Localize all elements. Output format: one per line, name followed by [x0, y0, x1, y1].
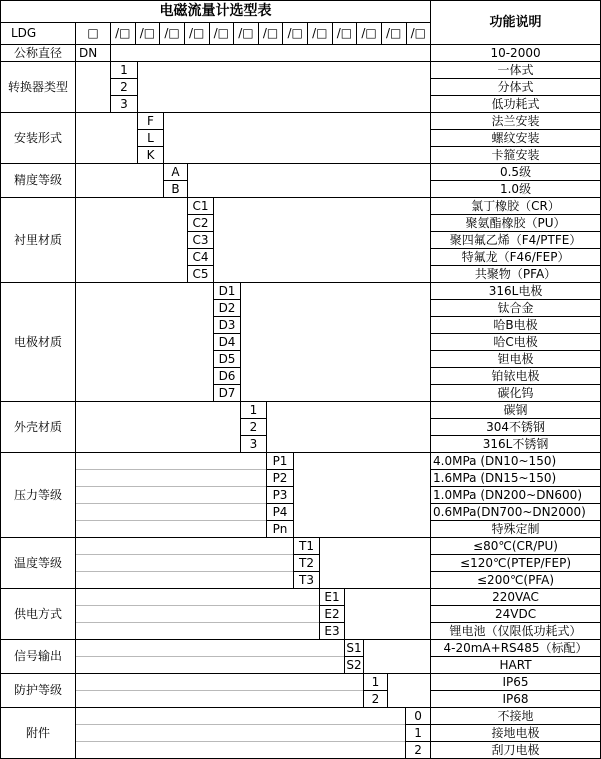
option-description: 氯丁橡胶（CR）: [431, 198, 601, 215]
option-description: HART: [431, 657, 601, 674]
gap-cell: [76, 402, 241, 453]
gap-cell: [76, 606, 320, 623]
gap-cell: [76, 164, 164, 198]
option-description: 4.0MPa (DN10~150): [431, 453, 601, 470]
option-description: 聚氨酯橡胶（PU）: [431, 215, 601, 232]
option-code: E2: [320, 606, 345, 623]
slash-selection-box: /□: [233, 23, 258, 44]
option-code: F: [138, 113, 164, 130]
table-title: 电磁流量计选型表: [159, 3, 272, 19]
category-cell: 信号输出: [1, 640, 76, 674]
option-description: 1.6MPa (DN15~150): [431, 470, 601, 487]
option-code: E3: [320, 623, 345, 640]
selection-boxes-row: [111, 23, 431, 45]
slash-selection-box: /□: [381, 23, 406, 44]
option-code: P2: [267, 470, 294, 487]
option-description: 刮刀电极: [431, 742, 601, 759]
slash-selection-box: /□: [307, 23, 332, 44]
gap-cell: [345, 589, 431, 640]
gap-cell: [241, 283, 431, 402]
option-code: 1: [406, 725, 431, 742]
gap-cell: [188, 164, 431, 198]
model-prefix: LDG: [1, 23, 76, 45]
category-cell: 衬里材质: [1, 198, 76, 283]
option-code: S2: [346, 657, 362, 672]
option-code: P3: [267, 487, 294, 504]
option-description: IP68: [431, 691, 601, 708]
gap-cell: [111, 45, 431, 62]
option-code: C5: [188, 266, 214, 283]
category-cell: 转换器类型: [1, 62, 76, 113]
gap-cell: [76, 708, 406, 725]
gap-cell: [76, 504, 267, 521]
gap-cell: [214, 198, 431, 283]
option-description: ≤80℃(CR/PU): [431, 538, 601, 555]
category-cell: 精度等级: [1, 164, 76, 198]
slash-selection-box: /□: [356, 23, 381, 44]
option-description: 220VAC: [431, 589, 601, 606]
option-code: 2: [111, 79, 138, 96]
option-description: 特氟龙（F46/FEP）: [431, 249, 601, 266]
option-code: S1: [346, 640, 362, 655]
gap-cell: [76, 657, 345, 674]
category-cell: 附件: [1, 708, 76, 759]
option-description: 1.0级: [431, 181, 601, 198]
option-code: 0: [406, 708, 431, 725]
option-description: IP65: [431, 674, 601, 691]
option-code: D1: [214, 283, 241, 300]
option-code: K: [138, 147, 164, 164]
option-description: 接地电极: [431, 725, 601, 742]
gap-cell: [76, 725, 406, 742]
option-code: B: [164, 181, 188, 198]
gap-cell: [76, 113, 138, 164]
slash-selection-box: /□: [258, 23, 283, 44]
option-description: 0.6MPa(DN700~DN2000): [431, 504, 601, 521]
gap-cell: [76, 470, 267, 487]
gap-cell: [76, 62, 111, 113]
gap-cell: [76, 198, 188, 283]
option-code: 2: [406, 742, 431, 759]
gap-cell: [76, 572, 294, 589]
gap-cell: [76, 623, 320, 640]
gap-cell: [76, 487, 267, 504]
option-code: 2: [364, 691, 388, 708]
option-code: 1: [241, 402, 267, 419]
option-code: 1: [111, 62, 138, 79]
option-description: ≤200℃(PFA): [431, 572, 601, 589]
option-description: 1.0MPa (DN200~DN600): [431, 487, 601, 504]
slash-boxes: [111, 23, 430, 44]
option-description: 螺纹安装: [431, 130, 601, 147]
option-description: 钽电极: [431, 351, 601, 368]
gap-cell: [76, 538, 294, 555]
option-code: L: [138, 130, 164, 147]
option-code: C3: [188, 232, 214, 249]
gap-cell: [364, 640, 431, 674]
option-code: C4: [188, 249, 214, 266]
gap-cell: [76, 640, 345, 657]
option-code: D7: [214, 385, 241, 402]
gap-cell: [76, 691, 364, 708]
option-description: 24VDC: [431, 606, 601, 623]
category-cell: 电极材质: [1, 283, 76, 402]
option-code: D3: [214, 317, 241, 334]
option-description: 特殊定制: [431, 521, 601, 538]
gap-cell: [76, 589, 320, 606]
option-code: P1: [267, 453, 294, 470]
option-code: E1: [320, 589, 345, 606]
option-description: 聚四氟乙烯（F4/PTFE）: [431, 232, 601, 249]
slash-selection-box: /□: [135, 23, 160, 44]
gap-cell: [76, 742, 406, 759]
gap-cell: [164, 113, 431, 164]
category-cell: 公称直径: [1, 45, 76, 62]
category-cell: 供电方式: [1, 589, 76, 640]
option-code: 2: [241, 419, 267, 436]
category-cell: 温度等级: [1, 538, 76, 589]
option-description: 低功耗式: [431, 96, 601, 113]
option-code: P4: [267, 504, 294, 521]
slash-selection-box: /□: [184, 23, 209, 44]
category-cell: 外壳材质: [1, 402, 76, 453]
option-description: 钛合金: [431, 300, 601, 317]
selection-box: □: [76, 23, 111, 45]
gap-cell: [76, 453, 267, 470]
slash-selection-box: /□: [115, 26, 131, 40]
option-description: 共聚物（PFA）: [431, 266, 601, 283]
option-description: 哈C电极: [431, 334, 601, 351]
gap-cell: [320, 538, 431, 589]
option-description: 0.5级: [431, 164, 601, 181]
option-description: 铂铱电极: [431, 368, 601, 385]
option-code: A: [164, 164, 188, 181]
gap-cell: [138, 62, 431, 113]
option-code: 3: [111, 96, 138, 113]
gap-cell: [76, 283, 214, 402]
option-description: 分体式: [431, 79, 601, 96]
option-description: 10-2000: [431, 45, 601, 62]
slash-selection-box: /□: [209, 23, 234, 44]
slash-selection-box: /□: [159, 23, 184, 44]
option-description: 304不锈钢: [431, 419, 601, 436]
option-description: 碳化钨: [431, 385, 601, 402]
category-cell: 防护等级: [1, 674, 76, 708]
option-code: T1: [294, 538, 320, 555]
option-code: C1: [188, 198, 214, 215]
slash-selection-box: /□: [332, 23, 357, 44]
option-description: 4-20mA+RS485（标配）: [431, 640, 601, 657]
gap-cell: [76, 555, 294, 572]
option-code: 3: [241, 436, 267, 453]
option-code: D4: [214, 334, 241, 351]
category-cell: 安装形式: [1, 113, 76, 164]
slash-selection-box: /□: [282, 23, 307, 44]
option-code: D6: [214, 368, 241, 385]
option-description: 锂电池（仅限低功耗式）: [431, 623, 601, 640]
option-description: 不接地: [431, 708, 601, 725]
option-description: ≤120℃(PTEP/FEP): [431, 555, 601, 572]
gap-cell: [388, 674, 431, 708]
gap-cell: [76, 674, 364, 691]
option-description: 法兰安装: [431, 113, 601, 130]
option-description: 碳钢: [431, 402, 601, 419]
option-code: D5: [214, 351, 241, 368]
function-description-header: 功能说明: [431, 1, 601, 45]
gap-cell: [267, 402, 431, 453]
option-code: C2: [188, 215, 214, 232]
option-description: 哈B电极: [431, 317, 601, 334]
option-code: T2: [294, 555, 320, 572]
option-code: T3: [294, 572, 320, 589]
option-code: 1: [364, 674, 388, 691]
slash-selection-box: /□: [406, 23, 431, 44]
option-code: DN: [76, 45, 111, 62]
option-description: 316L电极: [431, 283, 601, 300]
option-description: 316L不锈钢: [431, 436, 601, 453]
option-code: Pn: [267, 521, 294, 538]
gap-cell: [294, 453, 431, 538]
gap-cell: [76, 521, 267, 538]
category-cell: 压力等级: [1, 453, 76, 538]
option-description: 卡箍安装: [431, 147, 601, 164]
option-description: 一体式: [431, 62, 601, 79]
option-code: D2: [214, 300, 241, 317]
